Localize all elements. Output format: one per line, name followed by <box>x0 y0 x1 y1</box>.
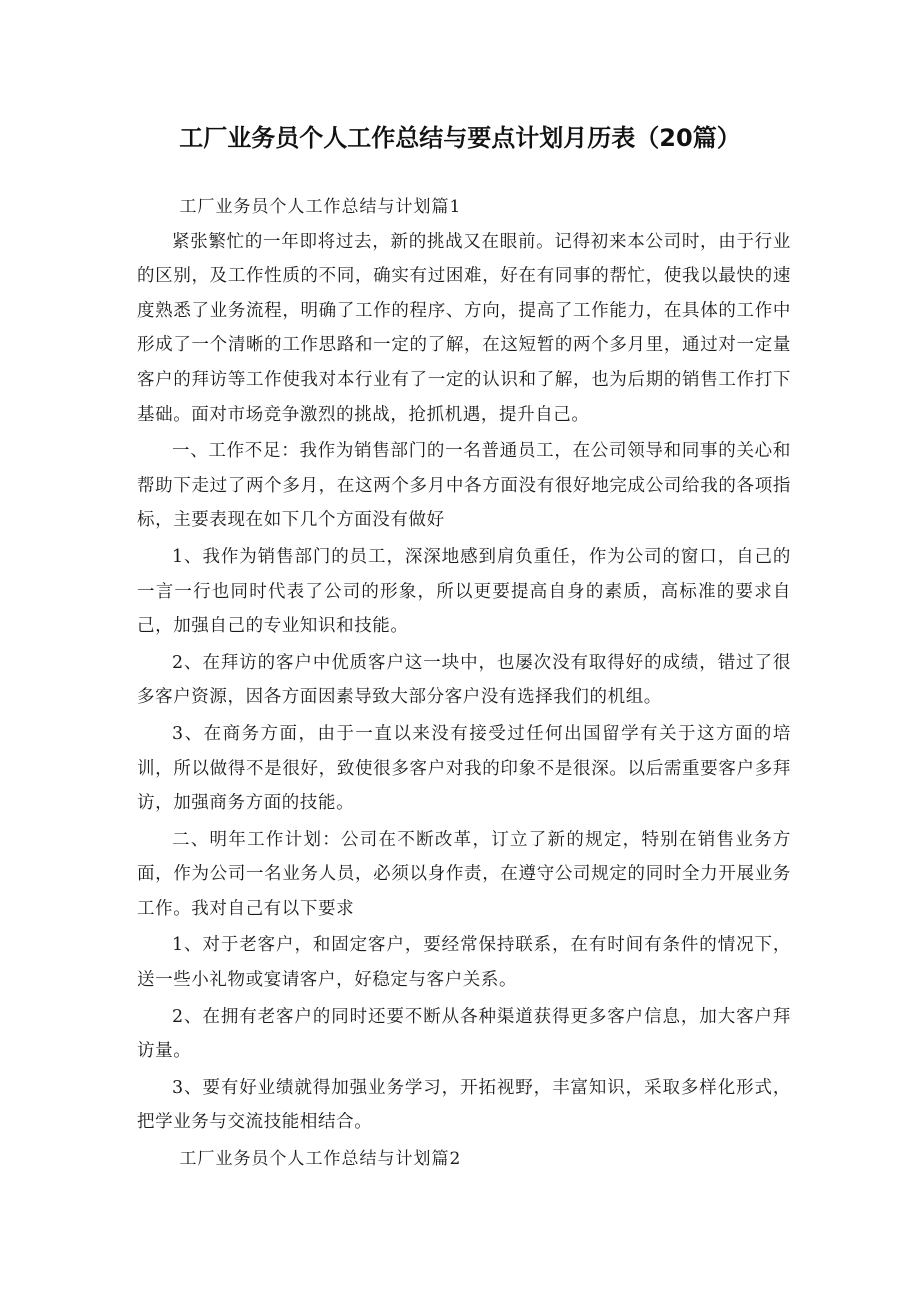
paragraph-plan-1: 1、对于老客户，和固定客户，要经常保持联系，在有时间有条件的情况下，送一些小礼物或宴请客户，好稳定与客户关系。 <box>137 935 791 991</box>
paragraph-plan-3: 3、要有好业绩就得加强业务学习，开拓视野，丰富知识，采取多样化形式，把学业务与交流技能相结合。 <box>137 1077 791 1133</box>
section-heading-2: 工厂业务员个人工作总结与计划篇2 <box>179 1149 462 1170</box>
paragraph-plan: 二、明年工作计划：公司在不断改革，订立了新的规定，特别在销售业务方面，作为公司一名业务人员，必须以身作责，在遵守公司规定的同时全力开展业务工作。我对自己有以下要求 <box>137 829 791 919</box>
section-heading-1: 工厂业务员个人工作总结与计划篇1 <box>179 197 462 217</box>
paragraph-plan-2: 2、在拥有老客户的同时还要不断从各种渠道获得更多客户信息，加大客户拜访量。 <box>137 1006 791 1062</box>
paragraph-shortcoming-3: 3、在商务方面，由于一直以来没有接受过任何出国留学有关于这方面的培训，所以做得不是很好，致使很多客户对我的印象不是很深。以后需重要客户多拜访，加强商务方面的技能。 <box>137 723 791 814</box>
paragraph-shortcoming-1: 1、我作为销售部门的员工，深深地感到肩负重任，作为公司的窗口，自己的一言一行也同时代表了公司的形象，所以更要提高自身的素质，高标准的要求自己，加强自己的专业知识和技能。 <box>137 546 791 637</box>
document-title: 工厂业务员个人工作总结与要点计划月历表（20篇） <box>179 124 741 152</box>
paragraph-shortcoming-2: 2、在拜访的客户中优质客户这一块中，也屡次没有取得好的成绩，错过了很多客户资源，因各方面因素导致大部分客户没有选择我们的机组。 <box>137 652 791 708</box>
document-body <box>137 190 791 1177</box>
paragraph-shortcomings: 一、工作不足：我作为销售部门的一名普通员工，在公司领导和同事的关心和帮助下走过了两个多月，在这两个多月中各方面没有很好地完成公司给我的各项指标，主要表现在如下几个方面没有做好 <box>137 441 791 531</box>
paragraph-intro: 紧张繁忙的一年即将过去，新的挑战又在眼前。记得初来本公司时，由于行业的区别，及工作性质的不同，确实有过困难，好在有同事的帮忙，使我以最快的速度熟悉了业务流程，明确了工作的程序、方向，提高了工作能力，在具体的工作中形成了一个清晰的工作思路和一定的了解，在这短暂的两个多月里，通过对一定量客户的拜访等工作使我对本行业有了一定的认识和了解，也为后期的销售工作打下基础。面对市场竞争激烈的挑战，抢抓机遇，提升自己。 <box>137 231 791 425</box>
